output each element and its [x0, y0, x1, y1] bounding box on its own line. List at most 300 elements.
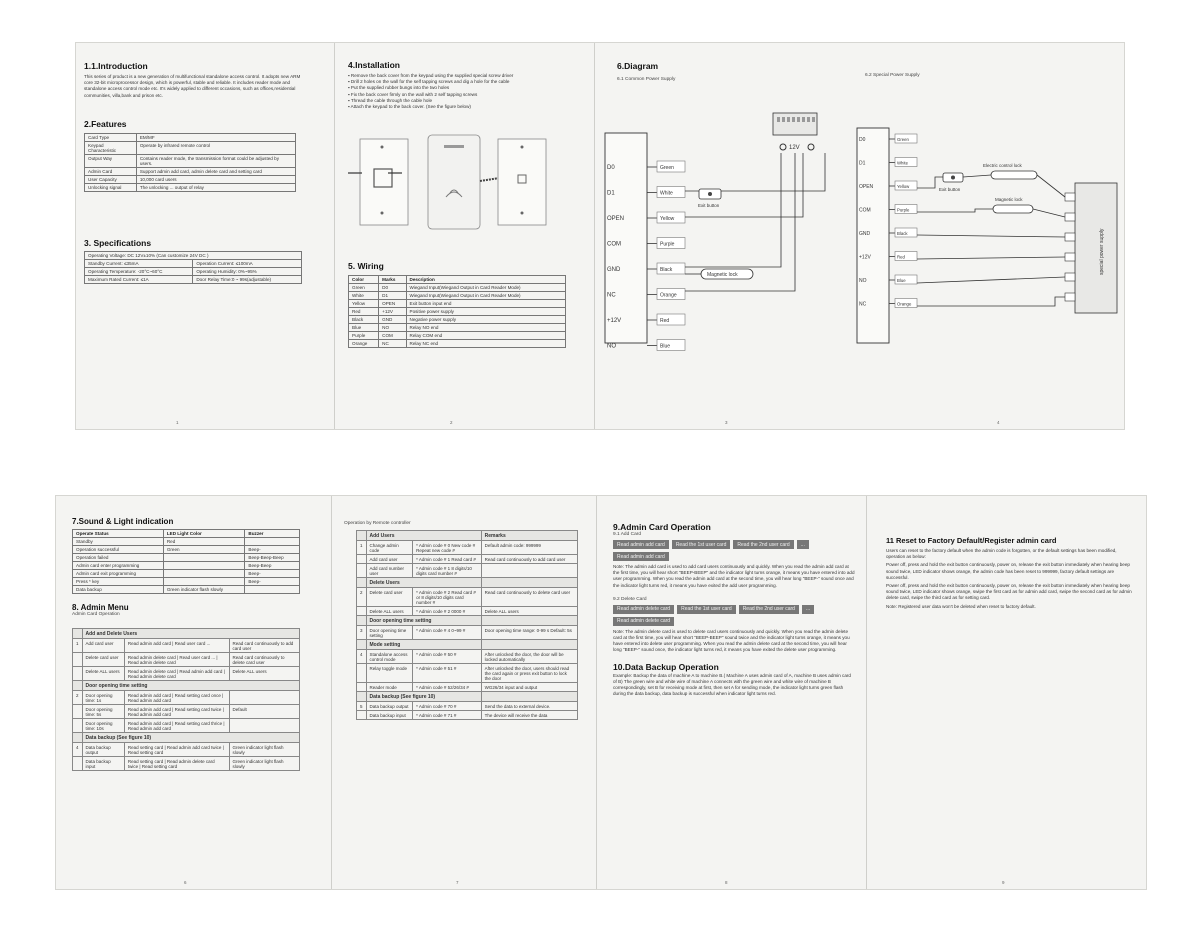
table-cell: Support admin add card, admin delete card and setting card — [136, 167, 295, 175]
step-chip: Read admin delete card — [613, 605, 674, 614]
section-number-cell: 3 — [357, 626, 367, 640]
table-row — [73, 653, 300, 667]
table-cell: Operation Current: ≤100mA — [193, 259, 302, 267]
table-cell: Exit button input end — [406, 300, 565, 308]
table-cell: Delete ALL users — [366, 607, 413, 616]
section-header: Add and Delete Users — [82, 629, 299, 639]
table-cell: After unlocked the door, users should read the card again or press exit button to lock the door — [481, 664, 577, 683]
section-number-cell — [73, 757, 83, 771]
wire — [685, 153, 825, 191]
table-row — [349, 284, 566, 292]
delete-card-sub: 9.2 Delete Card — [613, 596, 647, 602]
table-cell: Reader mode — [366, 683, 413, 692]
special-psu-label: special power supply — [1099, 228, 1105, 275]
section-number-cell — [357, 564, 367, 578]
table-row — [85, 154, 296, 167]
wiring-title: 5. Wiring — [348, 261, 384, 271]
table-cell: COM — [379, 332, 406, 340]
exit-button-label: Exit button — [939, 187, 961, 192]
table-cell: Default admin code: 999999 — [481, 541, 577, 555]
table-cell: Blue — [349, 324, 379, 332]
table-cell: * Admin code # 4 0~99 # — [413, 626, 482, 640]
table-cell: Black — [349, 316, 379, 324]
reset-para-2: Power off, press and hold the exit button continuously, power on, release the exit button immediately when hearing beep sound twice, LED indicator shows orange, the admin code has been reset to 999999, factory default settings are successful. — [886, 562, 1130, 580]
wire — [1033, 209, 1065, 217]
table-cell — [481, 564, 577, 578]
install-steps — [348, 73, 583, 110]
table-cell — [163, 562, 245, 570]
table-row — [357, 702, 578, 711]
page-2 — [338, 43, 593, 429]
special-power-supply-icon — [1075, 183, 1117, 313]
power-terminal — [792, 117, 795, 122]
table-cell: The unlocking ... output of relay — [136, 183, 295, 191]
table-cell: Press * key — [73, 578, 164, 586]
sound-table — [72, 529, 300, 594]
table-row — [73, 578, 300, 586]
page-fold — [334, 43, 335, 429]
table-row — [357, 607, 578, 616]
table-cell: Beep-Beep-Beep — [245, 554, 300, 562]
table-cell: Add card number user — [366, 564, 413, 578]
table-row — [349, 340, 566, 348]
table-cell: After unlocked the door, the door will be locked automatically — [481, 650, 577, 664]
remarks-header — [481, 616, 577, 626]
table-cell — [163, 570, 245, 578]
table-cell: Send the data to external device. — [481, 702, 577, 711]
table-row — [349, 300, 566, 308]
table-cell: * Admin code # 50 # — [413, 650, 482, 664]
add-card-steps — [613, 540, 855, 561]
table-cell: 10,000 card users — [136, 175, 295, 183]
table-cell: Relay COM end — [406, 332, 565, 340]
wire-color-label: Orange — [660, 292, 677, 299]
section-header: Door opening time setting — [82, 681, 299, 691]
table-cell: Relay toggle mode — [366, 664, 413, 683]
section-header-row — [73, 681, 300, 691]
wire — [917, 297, 1065, 306]
power-supply-icon — [773, 113, 817, 135]
section-number-cell — [357, 711, 367, 720]
page-number: 7 — [456, 880, 459, 885]
table-cell: Beep-Beep — [245, 562, 300, 570]
add-note: Note: The admin add card is used to add card users continuously and quickly. When you read the admin add card at the first time, you will hear short "BEEP-BEEP" and the indicator light turns orange, it means you have entered into add user programming. When you read the admin add card at the second time, you will hear long "BEEP-" sound once and the indicator light turns red, it means you have exited the add user programming. — [613, 564, 855, 588]
wire — [685, 153, 781, 267]
table-row — [73, 562, 300, 570]
specs-voltage: Operating Voltage: DC 12V±10% (Can customize 24V DC ) — [85, 251, 302, 259]
terminal-label: OPEN — [859, 184, 874, 190]
exit-button-dot — [951, 176, 955, 180]
section-header: Door opening time setting — [366, 616, 481, 626]
remote-title: Operation by Remote controller — [344, 521, 411, 526]
terminal-label: COM — [859, 207, 871, 214]
reset-note: Note: Registered user data won't be deleted when reset to factory default. — [886, 603, 1036, 609]
table-cell: Maximum Rated Current: ≤1A — [85, 275, 193, 283]
terminal-label: D0 — [607, 165, 615, 171]
table-row — [85, 133, 296, 141]
section-number-cell — [357, 640, 367, 650]
diagram-title: 6.Diagram — [617, 61, 659, 71]
table-row — [73, 554, 300, 562]
table-cell: Door opening time range: 0-99 s Default: 5s — [481, 626, 577, 640]
manual-sheet-bottom — [55, 495, 1147, 890]
section-number-cell: 2 — [73, 691, 83, 705]
terminal-label: NC — [607, 292, 616, 299]
delete-card-steps — [613, 605, 855, 626]
table-row — [73, 586, 300, 594]
section-number-cell — [357, 555, 367, 564]
table-header-cell: Buzzer — [245, 530, 300, 538]
wiring-diagram — [595, 43, 1125, 429]
section-header-row — [357, 531, 578, 541]
table-cell: Purple — [349, 332, 379, 340]
table-cell: Read admin delete card | Read admin add card | Read admin delete card — [124, 667, 229, 681]
step-chip: Read the 1st user card — [677, 605, 736, 614]
table-cell: Read card continuously to add card user — [481, 555, 577, 564]
table-cell: Relay NC end — [406, 340, 565, 348]
table-row — [73, 639, 300, 653]
table-cell: Read admin delete card | Read user card ... | Read admin delete card — [124, 653, 229, 667]
power-terminal — [807, 117, 810, 122]
wire-color-label: Orange — [897, 301, 912, 307]
table-cell: Keypad Characteristic — [85, 141, 137, 154]
step-chip: ... — [802, 605, 814, 614]
terminal-label: D0 — [859, 137, 866, 143]
delete-note: Note: The admin delete card is used to delete card users continuously and quickly. When you read the admin delete card at the first time, you will hear short "BEEP-BEEP" sound twice and the indicator light turns orange, it means you have entered into delete user programming. When you read the admin delete card at the second time, you will hear long "BEEP-" sound once, the indicator light turns red, it means you have exited the delete user programming. — [613, 628, 850, 653]
exit-button-label: Exit button — [698, 203, 720, 208]
terminal-label: NC — [859, 301, 867, 308]
remote-table — [356, 530, 578, 720]
table-cell: Beep- — [245, 546, 300, 554]
table-cell: Operation failed — [73, 554, 164, 562]
table-cell: Contains reader mode, the transmission format could be adjusted by users. — [136, 154, 295, 167]
reset-para-1: Users can reset to the factory default when the admin code is forgotten, or the default settings has been modified, operation as below: — [886, 548, 1117, 560]
table-cell: Delete ALL users — [82, 667, 124, 681]
power-terminal — [1065, 253, 1075, 261]
table-row — [357, 650, 578, 664]
page-8 — [599, 496, 865, 889]
table-cell: * Admin code # 51 # — [413, 664, 482, 683]
table-cell: Door opening time setting — [366, 626, 413, 640]
page-number: 9 — [1002, 880, 1005, 885]
wire — [917, 235, 1065, 237]
admin-card-title: 9.Admin Card Operation — [613, 522, 711, 532]
table-cell: Admin card exit programming — [73, 570, 164, 578]
section-header: Data backup (See figure 10) — [82, 733, 299, 743]
power-terminal — [782, 117, 785, 122]
power-terminal — [812, 117, 815, 122]
table-row — [357, 541, 578, 555]
step-chip: Read admin add card — [613, 540, 669, 549]
section-number-cell: 5 — [357, 702, 367, 711]
table-cell: EM/MF — [136, 133, 295, 141]
page-fold — [866, 496, 867, 889]
table-row — [73, 691, 300, 705]
table-row — [73, 546, 300, 554]
table-cell: Negative power supply — [406, 316, 565, 324]
table-cell: Delete ALL users — [481, 607, 577, 616]
table-cell: Red — [349, 308, 379, 316]
table-row — [357, 711, 578, 720]
backup-title: 10.Data Backup Operation — [613, 661, 719, 672]
table-cell: NC — [379, 340, 406, 348]
table-cell: Beep- — [245, 570, 300, 578]
table-cell: Relay NO end — [406, 324, 565, 332]
specs-title: 3. Specifications — [84, 237, 152, 248]
section-number-cell — [357, 531, 367, 541]
table-cell: Read card continuously to add card user — [229, 639, 300, 653]
page-9 — [868, 496, 1147, 889]
power-terminal — [1065, 193, 1075, 201]
table-cell: Change admin code — [366, 541, 413, 555]
table-row — [73, 743, 300, 757]
table-cell: * Admin code # 70 # — [413, 702, 482, 711]
section-header: Delete Users — [366, 578, 481, 588]
table-cell: Operating Humidity: 0%~95% — [193, 267, 302, 275]
diagram-sub-1: 6.1 Common Power Supply — [617, 77, 676, 82]
table-cell: Green — [349, 284, 379, 292]
section-header: Mode setting — [366, 640, 481, 650]
section-number-cell — [73, 681, 83, 691]
table-cell: Beep- — [245, 578, 300, 586]
install-step: ▪ Fix the back cover firmly on the wall with 2 self tapping screws — [348, 91, 478, 97]
table-cell: * Admin code # 71 # — [413, 711, 482, 720]
table-cell: * Admin code # 1 Read card # — [413, 555, 482, 564]
table-cell: Operation successful — [73, 546, 164, 554]
table-cell: Standby Current: ≤35mA — [85, 259, 193, 267]
table-cell: Wiegand Input(Wiegand Output in Card Reader Mode) — [406, 292, 565, 300]
wire-color-label: Red — [660, 318, 670, 324]
table-header-cell: Color — [349, 276, 379, 284]
terminal-label: GND — [859, 231, 871, 237]
voltage-label: 12V — [789, 145, 800, 151]
table-cell: The device will receive the data — [481, 711, 577, 720]
power-terminal — [802, 117, 805, 122]
table-cell: GND — [379, 316, 406, 324]
wire-color-label: Black — [660, 267, 673, 273]
install-figure — [346, 133, 566, 243]
exit-button-dot — [708, 192, 712, 196]
wire — [963, 175, 991, 177]
electric-lock-label: Electric control lock — [983, 163, 1022, 168]
table-cell: Card Type — [85, 133, 137, 141]
power-terminal — [777, 117, 780, 122]
table-row — [349, 308, 566, 316]
wire-color-label: Yellow — [897, 184, 910, 189]
install-step: ▪ Put the supplied rubber bungs into the two holes — [348, 85, 450, 91]
backup-text: Example: Backup the data of machine A to machine B.( Machine A uses admin card of A, machine B uses admin card of B) The green wire and white wire of machine A connects with the green wire and white wire of machine B correspondingly, set B for receiving mode at first, then set A for sending mode, the indicator light turns green flash during the data backup, data backup is successful when indicator light turns red. — [613, 672, 851, 697]
terminal-label: +12V — [859, 254, 871, 261]
section-number-cell — [357, 692, 367, 702]
table-cell: OPEN — [379, 300, 406, 308]
install-step: ▪ Attach the keypad to the back cover. (See the figure below) — [348, 104, 471, 110]
table-cell: Read admin add card | Read setting card thrice | Read admin add card — [124, 719, 229, 733]
page-6 — [56, 496, 330, 889]
wire — [917, 257, 1065, 259]
table-cell: Delete ALL users — [229, 667, 300, 681]
step-chip: Read the 2nd user card — [739, 605, 799, 614]
table-cell: Unlocking signal — [85, 183, 137, 191]
features-title: 2.Features — [84, 118, 127, 129]
terminal-label: OPEN — [607, 216, 625, 222]
table-cell: Operate by infrared remote control — [136, 141, 295, 154]
table-cell — [229, 719, 300, 733]
install-step: ▪ Drill 2 holes on the wall for the self tapping screws and dig a hole for the cable — [348, 79, 510, 85]
table-row — [349, 292, 566, 300]
table-row — [73, 705, 300, 719]
table-row — [73, 757, 300, 771]
page-fold — [331, 496, 332, 889]
power-terminal — [787, 117, 790, 122]
section-number-cell — [73, 629, 83, 639]
table-cell: WG26/34 input and output — [481, 683, 577, 692]
table-row — [85, 183, 296, 191]
wire-color-label: White — [897, 160, 908, 166]
section-number-cell: 1 — [73, 639, 83, 653]
table-row — [357, 626, 578, 640]
power-terminal — [1065, 213, 1075, 221]
table-cell: * Admin code # 0 New code # Repeat new code # — [413, 541, 482, 555]
table-cell — [163, 578, 245, 586]
table-cell: +12V — [379, 308, 406, 316]
reset-title: 11 Reset to Factory Default/Register admin card — [886, 536, 1057, 545]
section-header-row — [357, 616, 578, 626]
table-cell: Standalone access control mode — [366, 650, 413, 664]
table-row — [85, 141, 296, 154]
section-number-cell — [73, 733, 83, 743]
power-terminal — [1065, 233, 1075, 241]
power-terminal — [797, 117, 800, 122]
table-cell — [163, 554, 245, 562]
table-cell: Output Way — [85, 154, 137, 167]
table-header-cell: Operate Status — [73, 530, 164, 538]
section-number-cell — [357, 616, 367, 626]
magnetic-lock-icon — [993, 205, 1033, 213]
table-header-cell: LED Light Color — [163, 530, 245, 538]
intro-text: This series of product is a new generation of multifunctional standalone access control. It adopts new ARM core 32-bit microprocessor design, which is powerful, stable and reliable. It includes reader mode and standalone access control mode etc. It's widely applied to different occasions, such as offices,residential communities, villa,bank and prison etc. — [84, 74, 301, 98]
table-cell — [229, 691, 300, 705]
table-cell: * Admin code # 2 Read card # or 8 digits/10 digits card number # — [413, 588, 482, 607]
table-cell: Green indicator flash slowly — [163, 586, 245, 594]
wire-color-label: Blue — [660, 343, 671, 350]
power-terminal — [1065, 273, 1075, 281]
section-header-row — [357, 578, 578, 588]
table-cell: D1 — [379, 292, 406, 300]
page-fold — [596, 496, 597, 889]
table-cell: Data backup input — [82, 757, 124, 771]
page-7 — [334, 496, 596, 889]
table-cell: Wiegand Input(Wiegand Output in Card Reader Mode) — [406, 284, 565, 292]
reset-para-3: Power off, press and hold the exit button continuously, power on, release the exit button immediately when hearing beep sound twice, LED indicator shows orange, swipe the first card as for admin add card, swipe the second card as for admin delete card, swipe the third card as for setting card. — [886, 583, 1132, 601]
step-chip: Read admin delete card — [613, 617, 674, 626]
admin-menu-table — [72, 628, 300, 771]
table-row — [85, 175, 296, 183]
sound-title: 7.Sound & Light indication — [72, 517, 174, 526]
features-table — [84, 133, 296, 192]
table-cell: User Capacity — [85, 175, 137, 183]
wire-color-label: Yellow — [660, 216, 675, 222]
table-row — [85, 167, 296, 175]
table-row — [73, 570, 300, 578]
wire-color-label: Black — [897, 231, 908, 236]
table-row — [73, 719, 300, 733]
table-cell: Data backup — [73, 586, 164, 594]
electric-lock-icon — [991, 171, 1037, 179]
table-row — [357, 683, 578, 692]
section-number-cell — [73, 667, 83, 681]
table-cell: Door Relay Time:0 ~ 99s(adjustable) — [193, 275, 302, 283]
table-row — [349, 324, 566, 332]
table-cell: Read admin add card | Read setting card once | Read admin add card — [124, 691, 229, 705]
table-cell: Data backup input — [366, 711, 413, 720]
table-cell: Add card user — [82, 639, 124, 653]
power-terminal — [1065, 293, 1075, 301]
table-cell: Green indicator light flash slowly — [229, 743, 300, 757]
wire-color-label: Red — [897, 254, 905, 260]
section-number-cell: 2 — [357, 588, 367, 607]
table-row — [85, 275, 302, 283]
table-row — [357, 555, 578, 564]
remarks-header — [481, 692, 577, 702]
wire-color-label: Green — [660, 165, 674, 171]
table-cell: * Admin code # 2 0000 # — [413, 607, 482, 616]
table-cell: Red — [163, 538, 245, 546]
section-number-cell — [73, 705, 83, 719]
wire-color-label: White — [660, 190, 673, 197]
wiring-table — [348, 275, 566, 348]
table-cell: Read setting card | Read admin add card twice | Read setting card — [124, 743, 229, 757]
terminal-label: +12V — [607, 318, 622, 324]
table-row — [357, 564, 578, 578]
remarks-header — [481, 578, 577, 588]
table-cell: Yellow — [349, 300, 379, 308]
wire-color-label: Purple — [897, 207, 910, 213]
table-cell: Data backup output — [366, 702, 413, 711]
magnetic-lock-label: Magnetic lock — [995, 197, 1023, 202]
table-cell — [245, 538, 300, 546]
manual-sheet-top — [75, 42, 1125, 430]
table-cell: Green — [163, 546, 245, 554]
table-cell: NO — [379, 324, 406, 332]
table-row — [85, 267, 302, 275]
step-chip: Read admin add card — [613, 552, 669, 561]
remarks-header: Remarks — [481, 531, 577, 541]
page-number: 8 — [725, 880, 728, 885]
table-cell: Door opening time: 1s — [82, 691, 124, 705]
menu-title: 8. Admin Menu — [72, 603, 129, 612]
table-cell: Orange — [349, 340, 379, 348]
page-number: 4 — [997, 420, 1000, 425]
table-cell: * Admin code # 1 8 digits/10 digits card number # — [413, 564, 482, 578]
table-cell: D0 — [379, 284, 406, 292]
table-cell: * Admin code # 52/26/34 # — [413, 683, 482, 692]
table-cell: Door opening time: 10s — [82, 719, 124, 733]
wire — [1037, 175, 1065, 197]
page-number: 3 — [725, 420, 728, 425]
section-header-row — [73, 629, 300, 639]
page-3-4 — [595, 43, 1125, 429]
table-cell: Data backup output — [82, 743, 124, 757]
page-number: 6 — [184, 880, 187, 885]
table-row — [73, 538, 300, 546]
table-cell: Read admin add card | Read user card ... — [124, 639, 229, 653]
add-card-sub: 9.1 Add Card — [613, 532, 642, 537]
step-chip: Read the 2nd user card — [733, 540, 793, 549]
page-1 — [76, 43, 334, 429]
plus-terminal — [780, 144, 786, 150]
section-number-cell — [73, 719, 83, 733]
table-row — [357, 588, 578, 607]
